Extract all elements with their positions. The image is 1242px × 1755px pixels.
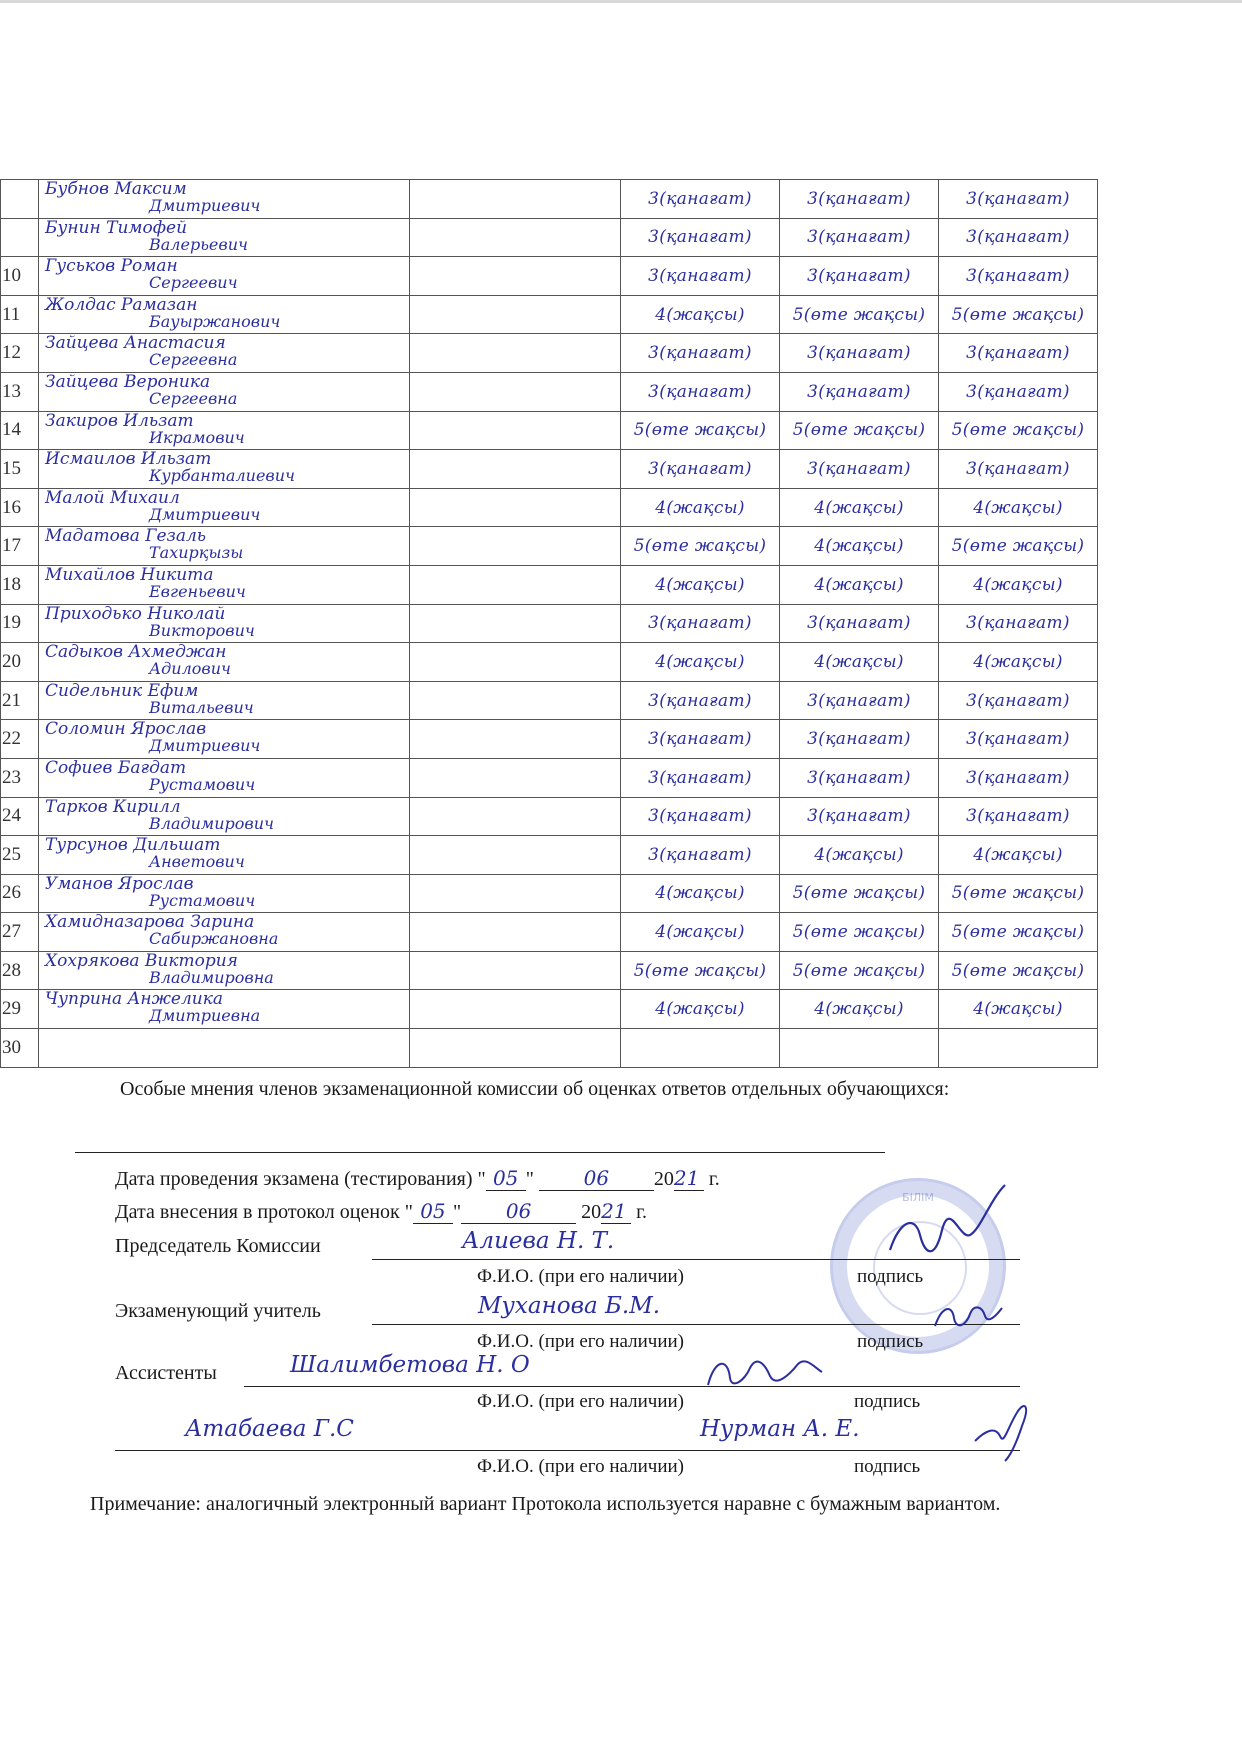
- empty-cell: [410, 681, 621, 720]
- student-name-cell: [39, 951, 410, 990]
- student-patronymic: Дмитриевич: [149, 196, 261, 215]
- row-number: 13: [1, 372, 39, 411]
- grade-1: 3(қанағат): [621, 758, 780, 797]
- student-patronymic: Сабиржановна: [149, 929, 279, 949]
- exam-date-year: 21: [674, 1166, 704, 1191]
- student-surname-name: Малой Михаил: [45, 488, 180, 508]
- grade-3: 3(қанағат): [939, 604, 1098, 643]
- assistant-name-1: Шалимбетова Н. О: [290, 1352, 530, 1378]
- table-row: [1, 218, 1098, 257]
- examiner-fio-caption: Ф.И.О. (при его наличии): [477, 1331, 685, 1352]
- entry-date-quote: ": [452, 1201, 462, 1223]
- student-patronymic: Рустамович: [149, 774, 256, 794]
- student-name-cell: [39, 913, 410, 952]
- student-patronymic: Дмитриевна: [149, 1006, 261, 1026]
- student-name-cell: [39, 720, 410, 759]
- student-name-cell: [39, 295, 410, 334]
- grade-3: 4(жақсы): [939, 836, 1098, 875]
- student-patronymic: Икрамович: [149, 427, 245, 447]
- student-surname-name: Жолдас Рамазан: [45, 295, 198, 315]
- examiner-line: [372, 1324, 1020, 1325]
- empty-cell: [410, 411, 621, 450]
- table-row: [1, 758, 1098, 797]
- student-patronymic: Владимировна: [149, 967, 274, 987]
- student-surname-name: Сидельник Ефим: [45, 681, 199, 701]
- grade-1: 5(өте жақсы): [621, 411, 780, 450]
- grade-2: [780, 1029, 939, 1068]
- empty-cell: [410, 295, 621, 334]
- assistant-signature-1: [700, 1350, 830, 1395]
- empty-cell: [410, 565, 621, 604]
- student-surname-name: Соломин Ярослав: [45, 719, 207, 740]
- student-surname-name: Бунин Тимофей: [45, 218, 188, 238]
- assistant-sign-caption-2: подпись: [854, 1456, 921, 1477]
- exam-date-line: [115, 1166, 720, 1191]
- row-number: 28: [1, 951, 39, 990]
- grade-3: 5(өте жақсы): [939, 295, 1098, 334]
- grade-1: 4(жақсы): [621, 488, 780, 527]
- student-name-cell: [39, 218, 410, 257]
- empty-cell: [410, 836, 621, 875]
- student-surname-name: Тарков Кирилл: [45, 797, 181, 817]
- grade-3: 5(өте жақсы): [939, 951, 1098, 990]
- grade-3: 3(қанағат): [939, 450, 1098, 489]
- grade-3: 3(қанағат): [939, 257, 1098, 296]
- table-row: [1, 295, 1098, 334]
- grade-1: 3(қанағат): [621, 604, 780, 643]
- entry-date-suffix: г.: [636, 1201, 648, 1223]
- student-patronymic: Сергеевна: [149, 388, 238, 408]
- student-name-cell: [39, 334, 410, 373]
- grade-1: 4(жақсы): [621, 874, 780, 913]
- student-surname-name: Исмаилов Ильзат: [45, 449, 212, 470]
- student-name-cell: [39, 990, 410, 1029]
- empty-cell: [410, 334, 621, 373]
- entry-date-line: [115, 1199, 647, 1224]
- grade-3: 3(қанағат): [939, 334, 1098, 373]
- assistant-line-2: [115, 1450, 1020, 1451]
- grade-2: 5(өте жақсы): [780, 874, 939, 913]
- table-row: [1, 257, 1098, 296]
- student-surname-name: Закиров Ильзат: [45, 411, 194, 431]
- table-row: [1, 1029, 1098, 1068]
- student-patronymic: Владимирович: [149, 813, 274, 833]
- entry-date-day: 05: [413, 1199, 453, 1224]
- empty-cell: [410, 1029, 621, 1068]
- scan-top-edge: [0, 0, 1242, 3]
- grade-2: 5(өте жақсы): [780, 951, 939, 990]
- assistants-line: [244, 1386, 1020, 1387]
- grades-table: [0, 179, 1098, 1068]
- grade-1: 3(қанағат): [621, 180, 780, 219]
- exam-date-suffix: г.: [708, 1168, 720, 1190]
- student-patronymic: Витальевич: [149, 697, 254, 717]
- empty-cell: [410, 527, 621, 566]
- entry-date-year: 21: [601, 1199, 631, 1224]
- grade-3: 3(қанағат): [939, 758, 1098, 797]
- row-number: 17: [1, 527, 39, 566]
- empty-cell: [410, 257, 621, 296]
- grade-1: 3(қанағат): [621, 257, 780, 296]
- student-name-cell: [39, 836, 410, 875]
- grade-1: 3(қанағат): [621, 218, 780, 257]
- chair-sign-caption: подпись: [857, 1266, 924, 1287]
- student-surname-name: Садыков Ахмеджан: [45, 642, 227, 663]
- table-row: [1, 450, 1098, 489]
- table-row: [1, 180, 1098, 219]
- grade-1: 4(жақсы): [621, 643, 780, 682]
- assistants-label: Ассистенты: [115, 1362, 217, 1384]
- table-row: [1, 527, 1098, 566]
- grade-1: 3(қанағат): [621, 797, 780, 836]
- student-name-cell: [39, 450, 410, 489]
- grade-3: [939, 1029, 1098, 1068]
- student-surname-name: Мадатова Гезаль: [45, 526, 207, 547]
- student-name-cell: [39, 180, 410, 219]
- chair-signature: [880, 1180, 1020, 1270]
- grade-3: 3(қанағат): [939, 180, 1098, 219]
- student-name-cell: [39, 527, 410, 566]
- row-number: 19: [1, 604, 39, 643]
- student-name-cell: [39, 643, 410, 682]
- table-row: [1, 951, 1098, 990]
- row-number: [1, 180, 39, 219]
- grade-3: 3(қанағат): [939, 681, 1098, 720]
- empty-cell: [410, 643, 621, 682]
- student-name-cell: [39, 488, 410, 527]
- chair-fio-caption: Ф.И.О. (при его наличии): [477, 1266, 685, 1287]
- grade-2: 5(өте жақсы): [780, 411, 939, 450]
- table-row: [1, 565, 1098, 604]
- grade-2: 3(қанағат): [780, 257, 939, 296]
- row-number: 30: [1, 1029, 39, 1068]
- row-number: 27: [1, 913, 39, 952]
- assistant-name-2: Атабаева Г.С: [185, 1416, 354, 1442]
- row-number: 18: [1, 565, 39, 604]
- student-surname-name: Хохрякова Виктория: [45, 951, 238, 971]
- student-surname-name: Приходько Николай: [45, 604, 226, 624]
- grade-3: 5(өте жақсы): [939, 913, 1098, 952]
- student-patronymic: Викторович: [149, 620, 255, 640]
- row-number: 22: [1, 720, 39, 759]
- empty-cell: [410, 180, 621, 219]
- empty-cell: [410, 951, 621, 990]
- student-name-cell: [39, 565, 410, 604]
- entry-date-year-prefix: 20: [581, 1201, 602, 1223]
- stamp-text: БІЛІМ: [902, 1191, 934, 1204]
- student-patronymic: Валерьевич: [149, 234, 248, 254]
- grade-2: 4(жақсы): [780, 836, 939, 875]
- grade-2: 5(өте жақсы): [780, 295, 939, 334]
- grade-2: 4(жақсы): [780, 565, 939, 604]
- table-row: [1, 990, 1098, 1029]
- student-patronymic: Евгеньевич: [149, 581, 246, 601]
- exam-date-day: 05: [486, 1166, 526, 1191]
- student-surname-name: Зайцева Вероника: [45, 372, 211, 392]
- grade-1: 4(жақсы): [621, 565, 780, 604]
- empty-cell: [410, 758, 621, 797]
- row-number: 23: [1, 758, 39, 797]
- empty-cell: [410, 913, 621, 952]
- student-patronymic: Тахирқызы: [149, 543, 244, 563]
- empty-cell: [410, 874, 621, 913]
- examiner-signature: [930, 1296, 1010, 1336]
- row-number: 15: [1, 450, 39, 489]
- grade-2: 4(жақсы): [780, 527, 939, 566]
- grade-1: 3(қанағат): [621, 334, 780, 373]
- grade-3: 3(қанағат): [939, 218, 1098, 257]
- student-name-cell: [39, 681, 410, 720]
- student-name-cell: [39, 604, 410, 643]
- table-row: [1, 913, 1098, 952]
- grade-2: 3(қанағат): [780, 797, 939, 836]
- grade-1: 4(жақсы): [621, 295, 780, 334]
- grade-2: 3(қанағат): [780, 758, 939, 797]
- examiner-sign-caption: подпись: [857, 1331, 924, 1352]
- empty-cell: [410, 218, 621, 257]
- table-row: [1, 681, 1098, 720]
- row-number: 26: [1, 874, 39, 913]
- student-patronymic: Дмитриевич: [149, 736, 261, 756]
- grade-3: 4(жақсы): [939, 643, 1098, 682]
- assistant-fio-caption-2: Ф.И.О. (при его наличии): [477, 1456, 685, 1477]
- grade-2: 3(қанағат): [780, 334, 939, 373]
- grade-3: 4(жақсы): [939, 565, 1098, 604]
- student-surname-name: Уманов Ярослав: [45, 874, 194, 894]
- grade-1: 3(қанағат): [621, 372, 780, 411]
- student-name-cell: [39, 257, 410, 296]
- chair-name: Алиева Н. Т.: [462, 1228, 615, 1254]
- special-opinions-text: Особые мнения членов экзаменационной комиссии об оценках ответов отдельных обучающихся:: [120, 1078, 950, 1100]
- student-patronymic: Дмитриевич: [149, 504, 261, 524]
- table-row: [1, 372, 1098, 411]
- empty-cell: [410, 450, 621, 489]
- assistant-sign-caption-1: подпись: [854, 1391, 921, 1412]
- grade-2: 3(қанағат): [780, 681, 939, 720]
- row-number: 24: [1, 797, 39, 836]
- grade-1: 4(жақсы): [621, 913, 780, 952]
- grade-2: 4(жақсы): [780, 488, 939, 527]
- student-patronymic: Курбанталиевич: [149, 466, 295, 486]
- table-row: [1, 411, 1098, 450]
- student-patronymic: Анветович: [149, 852, 245, 872]
- student-surname-name: Чуприна Анжелика: [45, 989, 224, 1010]
- student-name-cell: [39, 797, 410, 836]
- empty-cell: [410, 372, 621, 411]
- student-patronymic: Бауыржанович: [149, 311, 281, 331]
- examiner-name: Муханова Б.М.: [478, 1293, 661, 1319]
- table-row: [1, 874, 1098, 913]
- grade-2: 3(қанағат): [780, 720, 939, 759]
- grade-3: 3(қанағат): [939, 372, 1098, 411]
- student-name-cell: [39, 372, 410, 411]
- student-surname-name: Турсунов Дильшат: [45, 835, 221, 856]
- row-number: 21: [1, 681, 39, 720]
- empty-cell: [410, 488, 621, 527]
- student-surname-name: Михайлов Никита: [45, 565, 214, 585]
- row-number: 20: [1, 643, 39, 682]
- assistant-name-3: Нурман А. Е.: [700, 1416, 860, 1442]
- table-row: [1, 720, 1098, 759]
- student-surname-name: Бубнов Максим: [45, 179, 187, 199]
- row-number: 29: [1, 990, 39, 1029]
- grade-3: 5(өте жақсы): [939, 527, 1098, 566]
- table-row: [1, 836, 1098, 875]
- empty-cell: [410, 797, 621, 836]
- student-patronymic: Рустамович: [149, 890, 256, 910]
- grade-2: 5(өте жақсы): [780, 913, 939, 952]
- grade-2: 4(жақсы): [780, 990, 939, 1029]
- student-patronymic: Сергеевна: [149, 350, 238, 370]
- student-surname-name: Хамидназарова Зарина: [45, 912, 255, 933]
- grade-3: 4(жақсы): [939, 990, 1098, 1029]
- table-row: [1, 334, 1098, 373]
- table-row: [1, 488, 1098, 527]
- exam-date-label: Дата проведения экзамена (тестирования) ": [115, 1168, 486, 1190]
- note-text: Примечание: аналогичный электронный вариант Протокола используется наравне с бумажным вариантом.: [90, 1493, 1001, 1515]
- row-number: 14: [1, 411, 39, 450]
- row-number: 25: [1, 836, 39, 875]
- grade-2: 3(қанағат): [780, 180, 939, 219]
- grade-1: 5(өте жақсы): [621, 527, 780, 566]
- assistant-fio-caption-1: Ф.И.О. (при его наличии): [477, 1391, 685, 1412]
- row-number: [1, 218, 39, 257]
- grade-1: 3(қанағат): [621, 836, 780, 875]
- examiner-label: Экзаменующий учитель: [115, 1300, 321, 1322]
- student-name-cell: [39, 874, 410, 913]
- row-number: 12: [1, 334, 39, 373]
- grade-2: 3(қанағат): [780, 604, 939, 643]
- student-name-cell: [39, 1029, 410, 1068]
- exam-date-year-prefix: 20: [653, 1168, 674, 1190]
- grade-3: 3(қанағат): [939, 720, 1098, 759]
- student-name-cell: [39, 758, 410, 797]
- student-surname-name: Зайцева Анастасия: [45, 333, 226, 354]
- student-surname-name: Гуськов Роман: [45, 256, 178, 277]
- empty-cell: [410, 720, 621, 759]
- grade-3: 4(жақсы): [939, 488, 1098, 527]
- grade-2: 4(жақсы): [780, 643, 939, 682]
- table-row: [1, 604, 1098, 643]
- grade-2: 3(қанағат): [780, 218, 939, 257]
- student-name-cell: [39, 411, 410, 450]
- grade-3: 5(өте жақсы): [939, 411, 1098, 450]
- grade-1: 3(қанағат): [621, 720, 780, 759]
- exam-date-quote: ": [525, 1168, 534, 1190]
- grade-2: 3(қанағат): [780, 450, 939, 489]
- empty-cell: [410, 990, 621, 1029]
- grade-1: 3(қанағат): [621, 681, 780, 720]
- grade-3: 3(қанағат): [939, 797, 1098, 836]
- student-patronymic: Адилович: [149, 659, 231, 679]
- empty-cell: [410, 604, 621, 643]
- grade-3: 5(өте жақсы): [939, 874, 1098, 913]
- row-number: 11: [1, 295, 39, 334]
- exam-date-month: 06: [539, 1166, 654, 1191]
- table-row: [1, 797, 1098, 836]
- grade-2: 3(қанағат): [780, 372, 939, 411]
- grade-1: 3(қанағат): [621, 450, 780, 489]
- grade-1: [621, 1029, 780, 1068]
- assistant-signature-2: [970, 1396, 1040, 1466]
- student-patronymic: Сергеевич: [149, 273, 238, 293]
- entry-date-month: 06: [461, 1199, 576, 1224]
- row-number: 16: [1, 488, 39, 527]
- grade-1: 5(өте жақсы): [621, 951, 780, 990]
- student-surname-name: Софиев Бағдат: [45, 758, 187, 778]
- entry-date-label: Дата внесения в протокол оценок ": [115, 1201, 413, 1223]
- grade-1: 4(жақсы): [621, 990, 780, 1029]
- table-row: [1, 643, 1098, 682]
- opinions-line: [75, 1152, 885, 1153]
- row-number: 10: [1, 257, 39, 296]
- chair-label: Председатель Комиссии: [115, 1235, 321, 1257]
